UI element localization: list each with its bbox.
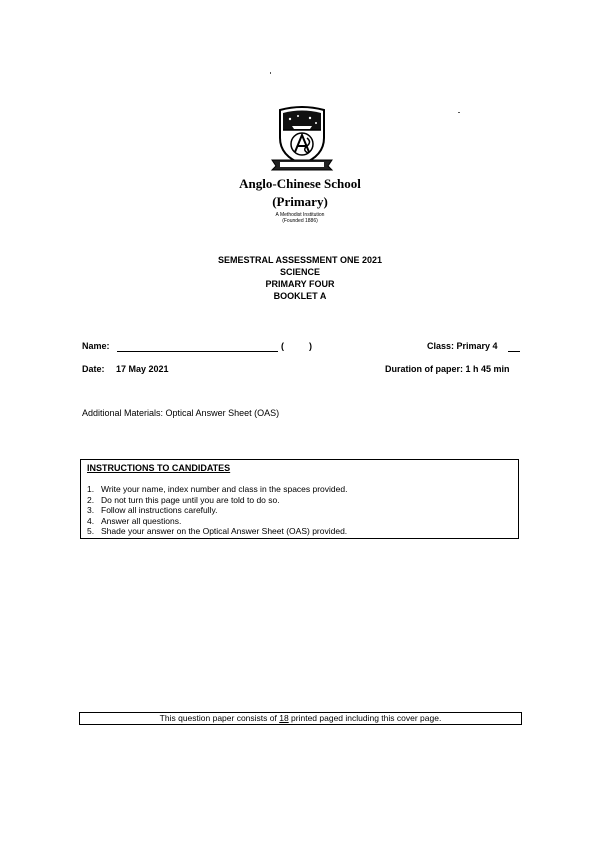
page-count-note: This question paper consists of 18 printed paged including this cover page. xyxy=(79,712,522,725)
page-speck xyxy=(458,112,460,113)
class-label: Class: Primary 4 xyxy=(427,341,498,351)
instruction-item: 3. Follow all instructions carefully. xyxy=(87,505,218,515)
school-tagline: A Methodist Institution xyxy=(275,212,325,218)
exam-subject: SCIENCE xyxy=(279,267,320,277)
name-label: Name: xyxy=(82,341,110,351)
exam-booklet: BOOKLET A xyxy=(273,291,327,301)
name-field[interactable] xyxy=(117,351,278,352)
instruction-item: 2. Do not turn this page until you are told to do so. xyxy=(87,494,280,505)
school-crest-logo xyxy=(270,104,334,172)
instruction-item: 4. Answer all questions. xyxy=(87,515,182,526)
instruction-item: 5. Shade your answer on the Optical Answer Sheet (OAS) provided. xyxy=(87,526,348,536)
index-paren-open: ( xyxy=(281,341,284,351)
additional-materials: Additional Materials: Optical Answer Sheet (OAS) xyxy=(82,408,280,418)
index-paren-close: ) xyxy=(309,341,312,351)
page-speck xyxy=(270,72,271,74)
instructions-list xyxy=(87,484,347,537)
school-founded: (Founded 1886) xyxy=(282,218,318,224)
page-count: 18 xyxy=(279,713,289,723)
instructions-heading: INSTRUCTIONS TO CANDIDATES xyxy=(87,463,231,473)
class-field[interactable] xyxy=(508,351,520,352)
date-value: 17 May 2021 xyxy=(116,364,169,374)
school-name: Anglo-Chinese School xyxy=(239,176,361,191)
exam-title: SEMESTRAL ASSESSMENT ONE 2021 xyxy=(217,255,383,265)
exam-level: PRIMARY FOUR xyxy=(265,279,335,289)
duration-label: Duration of paper: 1 h 45 min xyxy=(385,364,510,374)
date-label: Date: xyxy=(82,364,105,374)
school-name-primary: (Primary) xyxy=(272,194,328,209)
instructions-box xyxy=(80,459,519,539)
instruction-item: 1. Write your name, index number and class in the spaces provided. xyxy=(87,484,348,494)
